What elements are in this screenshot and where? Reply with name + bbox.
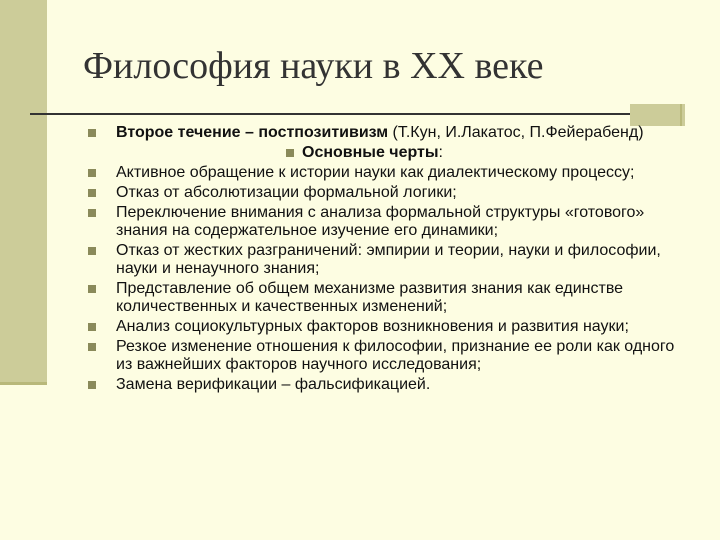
left-strip-bottom [0,385,47,540]
list-item [88,318,688,336]
title-divider [30,113,683,115]
corner-decor-line [680,104,682,126]
item-text: Анализ социокультурных факторов возникновения и развития науки; [116,318,629,335]
list-item [88,164,688,182]
bullet-list [88,124,688,396]
list-item [88,184,688,202]
square-bullet-icon [88,247,96,255]
list-item [88,124,688,142]
square-bullet-icon [88,129,96,137]
item-bold-text: Второе течение – постпозитивизм [116,124,389,141]
corner-decor-block [630,104,685,126]
list-item [302,144,688,162]
item-bold-text: Основные черты [302,144,439,161]
list-item [88,242,688,278]
square-bullet-icon [88,209,96,217]
square-bullet-icon [88,169,96,177]
item-text: Замена верификации – фальсификацией. [116,376,431,393]
list-item [88,204,688,240]
square-bullet-icon [286,149,294,157]
slide-title: Философия науки в XX веке [83,45,544,87]
list-item [88,280,688,316]
square-bullet-icon [88,381,96,389]
list-item [88,376,688,394]
square-bullet-icon [88,343,96,351]
item-text: : [438,144,443,161]
item-text: Активное обращение к истории науки как диалектическому процессу; [116,164,635,181]
item-text: Резкое изменение отношения к философии, признание ее роли как одного из важнейших факторов научного исследования; [116,338,675,373]
item-text: Переключение внимания с анализа формальной структуры «готового» знания на содержательное изучение его динамики; [116,204,645,239]
item-text: Отказ от абсолютизации формальной логики; [116,184,457,201]
square-bullet-icon [88,285,96,293]
item-text: Отказ от жестких разграничений: эмпирии и теории, науки и философии, науки и ненаучного знания; [116,242,661,277]
square-bullet-icon [88,189,96,197]
list-item [88,338,688,374]
square-bullet-icon [88,323,96,331]
item-text: (Т.Кун, И.Лакатос, П.Фейерабенд) [388,124,644,141]
item-text: Представление об общем механизме развития знания как единстве количественных и качественных изменений; [116,280,624,315]
